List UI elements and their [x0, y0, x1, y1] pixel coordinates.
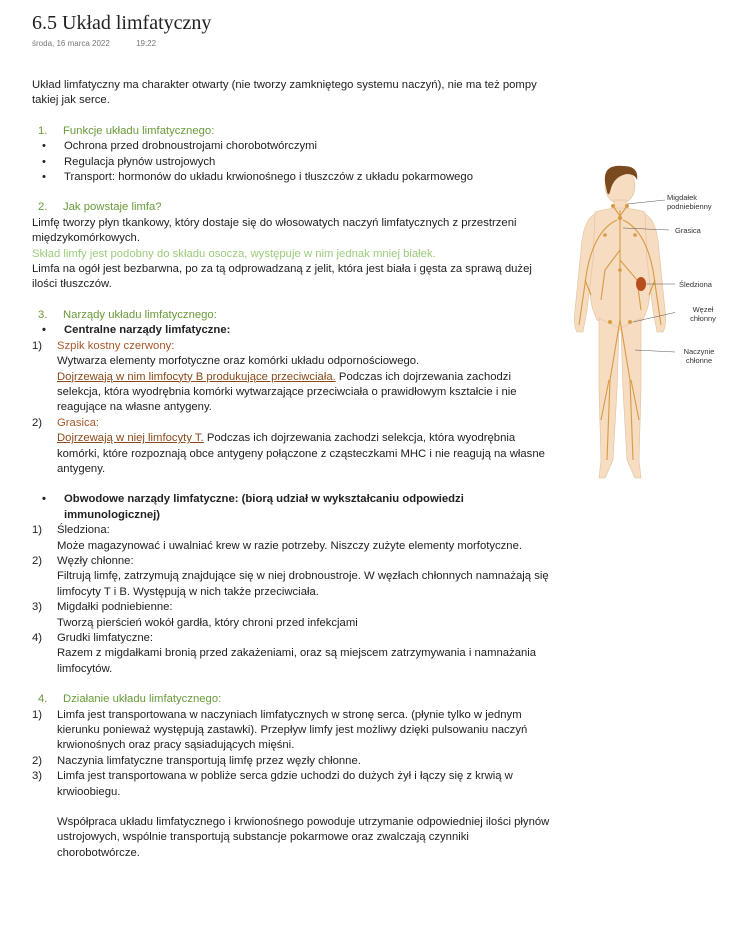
organ-title: Węzły chłonne:	[57, 554, 134, 567]
organ-title: Migdałki podniebienne:	[57, 601, 173, 614]
label-spleen: Śledziona	[679, 280, 712, 289]
page-meta	[32, 39, 180, 48]
highlighted-text: Dojrzewają w niej limfocyty T.	[57, 432, 204, 445]
central-organ-item: 2) Grasica: Dojrzewają w niej limfocyty T. Podczas ich dojrzewania zachodzi selekcja, która wyodrębnia komórki, które rozpoznają obce antygeny połączone z cząsteczkami MHC i nie reagują na własne antygeny.	[32, 416, 552, 478]
list-item: 2) Naczynia limfatyczne transportują limfę przez węzły chłonne.	[32, 754, 361, 767]
page-date: środa, 16 marca 2022	[32, 39, 110, 48]
peripheral-organ-item: 4) Grudki limfatyczne: Razem z migdałkami bronią przed zakażeniami, oraz są miejscem zatrzymywania i namnażania limfocytów.	[32, 631, 552, 677]
central-organ-item: 1) Szpik kostny czerwony: Wytwarza elementy morfotyczne oraz komórki układu odpornościowego. Dojrzewają w nim limfocyty B produkujące przeciwciała. Podczas ich dojrzewania zachodzi selekcja, która wyodrębnia komórki wytwarzające przeciwciała o prawidłowym kształcie i nie reagujące na własne antygeny.	[32, 339, 552, 416]
highlighted-text: Dojrzewają w nim limfocyty B produkujące przeciwciała.	[57, 370, 336, 383]
label-thymus: Grasica	[675, 226, 701, 235]
section-4-heading: 4. Działanie układu limfatycznego:	[38, 693, 222, 706]
section-3-heading: 3. Narządy układu limfatycznego:	[38, 308, 217, 321]
peripheral-organ-item: 3) Migdałki podniebienne: Tworzą pierścień wokół gardła, który chroni przed infekcjami	[32, 601, 358, 629]
peripheral-organ-item: 2) Węzły chłonne: Filtrują limfę, zatrzymują znajdujące się w niej drobnoustroje. W węzłach chłonnych namnażają się limfocyty T i B. Występują w nich także przeciwciała.	[32, 554, 552, 600]
note-body	[32, 78, 552, 861]
label-lymph-node: Węzeł chłonny	[690, 305, 716, 323]
lymph-formation-text: Limfę tworzy płyn tkankowy, który dostaje się do włosowatych naczyń limfatycznych z przestrzeni międzykomórkowych.	[32, 216, 517, 245]
closing-paragraph: Współpraca układu limfatycznego i krwionośnego powoduje utrzymanie odpowiedniej ilości płynów ustrojowych, wspólnie transportują substancje pokarmowe oraz zwalczają czynniki chorobotwórcze.	[57, 816, 550, 859]
organ-title: Szpik kostny czerwony:	[57, 339, 175, 352]
spleen-shape	[636, 277, 646, 291]
lymph-color-text: Limfa na ogół jest bezbarwna, po za tą odprowadzaną z jelit, która jest biała i gęsta za sprawą dużej ilości tłuszczów.	[32, 263, 532, 291]
label-lymph-vessel: Naczynie chłonne	[683, 347, 715, 365]
organ-title: Grudki limfatyczne:	[57, 632, 154, 644]
list-item: 3) Limfa jest transportowana w pobliże serca gdzie uchodzi do dużych żył i łączy się z krwią w krwioobiegu.	[32, 770, 513, 798]
peripheral-organ-item: 1) Śledziona: Może magazynować i uwalniać krew w razie potrzeby. Niszczy zużyte elementy morfotyczne.	[32, 524, 523, 552]
list-item: 1) Limfa jest transportowana w naczyniach limfatycznych w stronę serca. (płynie tylko w jednym kierunku ponieważ występują zastawki). Przepływ limfy jest możliwy dzięki pulsowaniu naczyń krwionośnych oraz pracy sąsiadujących mięśni.	[32, 708, 528, 752]
human-body-illustration	[565, 160, 675, 490]
lymphatic-system-figure	[565, 160, 740, 490]
page-title: 6.5 Układ limfatyczny	[32, 12, 212, 34]
list-item: • Transport: hormonów do układu krwionośnego i tłuszczów z układu pokarmowego	[42, 171, 473, 184]
organ-title: Grasica:	[57, 416, 100, 429]
section-1-heading: 1. Funkcje układu limfatycznego:	[38, 124, 215, 137]
list-item: • Regulacja płynów ustrojowych	[42, 155, 216, 168]
label-tonsil: Migdałek podniebienny	[667, 193, 712, 211]
organ-title: Śledziona:	[57, 524, 110, 537]
intro-paragraph: Układ limfatyczny ma charakter otwarty (nie tworzy zamkniętego systemu naczyń), nie ma też pompy takiej jak serce.	[32, 79, 537, 107]
section-2-heading: 2. Jak powstaje limfa?	[38, 201, 162, 214]
peripheral-organs-heading: • Obwodowe narządy limfatyczne: (biorą udział w wykształcaniu odpowiedzi immunologicznej)	[42, 493, 464, 521]
central-organs-heading: • Centralne narządy limfatyczne:	[42, 324, 231, 337]
lymph-composition-text: Skład limfy jest podobny do składu osocza, występuje w nim jednak mniej białek.	[32, 247, 436, 260]
page-time: 19:22	[136, 39, 157, 48]
list-item: • Ochrona przed drobnoustrojami chorobotwórczymi	[42, 140, 318, 153]
